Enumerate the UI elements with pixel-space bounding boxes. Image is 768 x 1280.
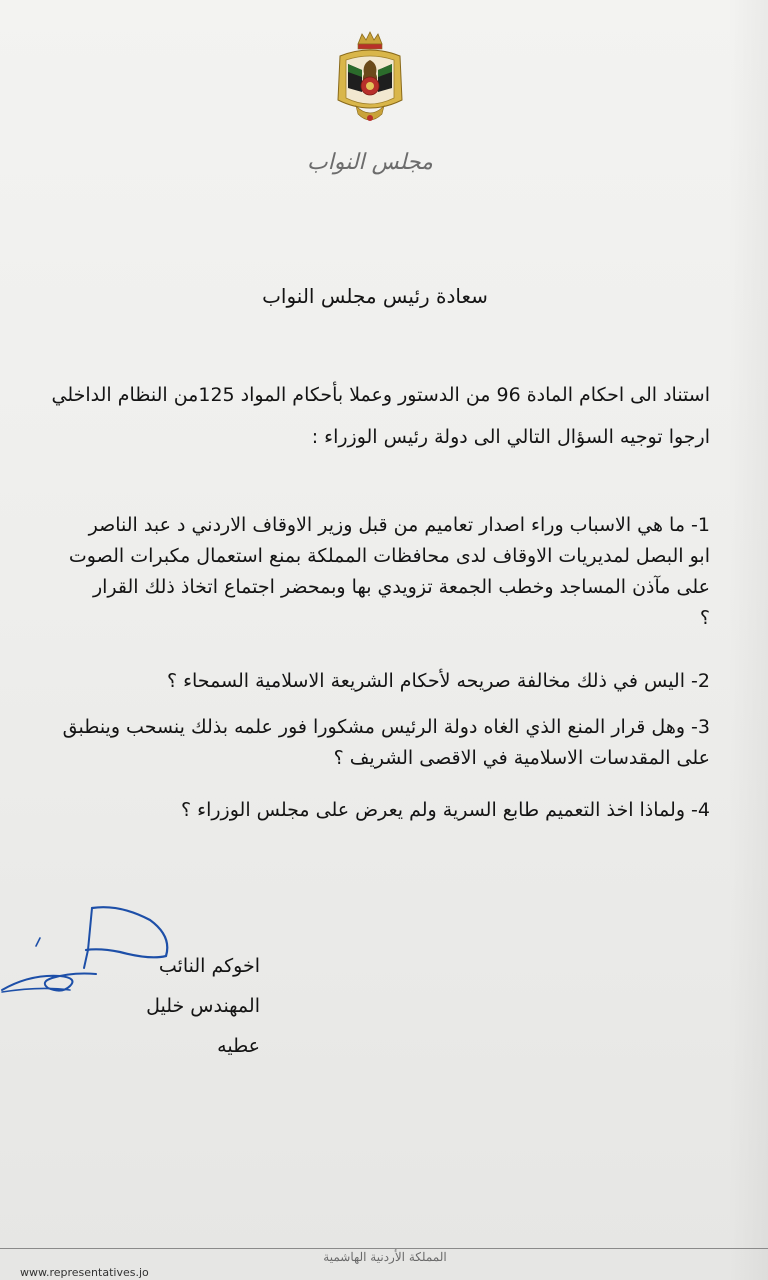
intro-line-1: استناد الى احكام المادة 96 من الدستور وعملا بأحكام المواد 125من النظام الداخلي xyxy=(51,384,710,406)
question-2: 2- اليس في ذلك مخالفة صريحه لأحكام الشريعة الاسلامية السمحاء ؟ xyxy=(166,670,710,692)
signatory-name: المهندس خليل عطيه xyxy=(146,995,260,1057)
question-3 xyxy=(50,712,710,774)
salutation: سعادة رئيس مجلس النواب xyxy=(262,284,488,308)
question-1-line-1: 1- ما هي الاسباب وراء اصدار تعاميم من قبل وزير الاوقاف الاردني د عبد الناصر xyxy=(88,514,710,536)
footer-website: www.representatives.jo xyxy=(20,1266,149,1279)
page-shadow xyxy=(728,0,768,1280)
question-1 xyxy=(50,510,710,634)
closing-line-1: اخوكم النائب xyxy=(158,955,260,977)
footer-divider xyxy=(0,1248,768,1249)
coat-of-arms-icon xyxy=(332,30,408,130)
question-4: 4- ولماذا اخذ التعميم طابع السرية ولم يعرض على مجلس الوزراء ؟ xyxy=(181,799,710,821)
intro-line-2: ارجوا توجيه السؤال التالي الى دولة رئيس الوزراء : xyxy=(311,426,710,448)
footer-kingdom-name: المملكة الأردنية الهاشمية xyxy=(323,1250,447,1264)
closing-block xyxy=(60,946,260,1066)
house-of-representatives-title: مجلس النواب xyxy=(307,150,433,175)
question-1-line-2: ابو البصل لمديريات الاوقاف لدى محافظات المملكة بمنع استعمال مكبرات الصوت xyxy=(68,545,710,567)
question-3-line-1: 3- وهل قرار المنع الذي الغاه دولة الرئيس مشكورا فور علمه بذلك ينسحب وينطبق xyxy=(62,716,710,738)
question-3-line-2: على المقدسات الاسلامية في الاقصى الشريف ؟ xyxy=(333,747,710,769)
question-1-line-4: ؟ xyxy=(699,607,710,629)
question-1-line-3: على مآذن المساجد وخطب الجمعة تزويدي بها وبمحضر اجتماع اتخاذ ذلك القرار xyxy=(92,576,710,598)
